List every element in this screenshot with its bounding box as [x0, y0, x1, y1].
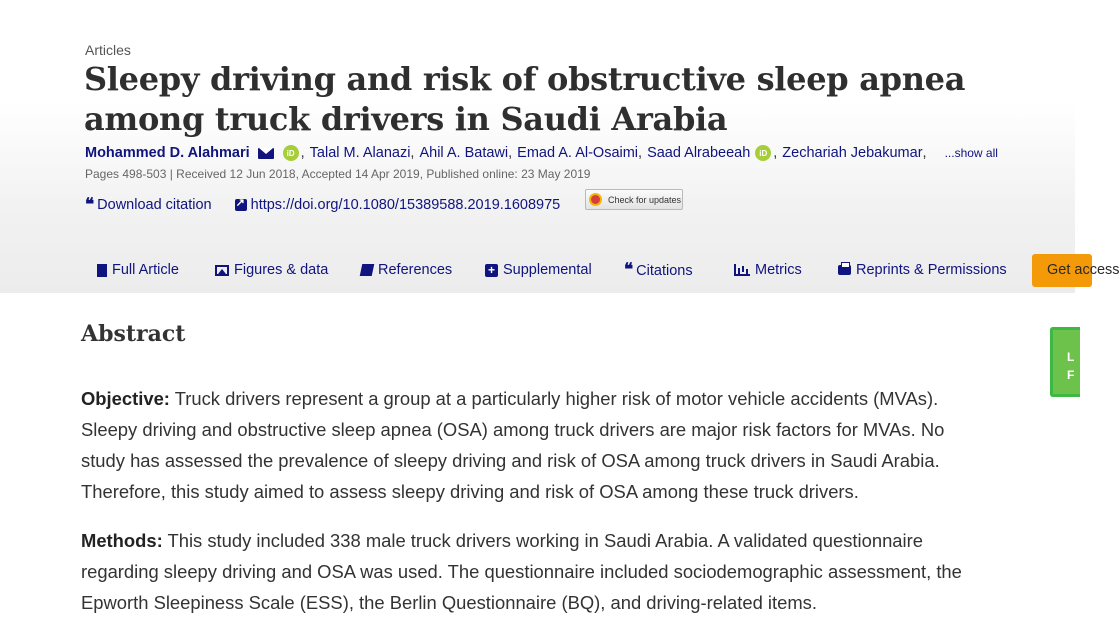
objective-text: Truck drivers represent a group at a particularly higher risk of motor vehicle accidents (MVAs). Sleepy driving and obstructive sleep apnea (OSA) among truck drivers are major risk factors for MVAs. No study has assessed the prevalence of sleepy driving and risk of OSA among truck drivers in Saudi Arabia. Therefore, this study aimed to assess sleepy driving and risk of OSA among these truck drivers. [81, 388, 945, 502]
author-link[interactable]: Mohammed D. Alahmari [85, 145, 250, 161]
abstract-heading: Abstract [81, 321, 186, 347]
check-for-updates-label: Check for updates [608, 194, 682, 205]
book-icon [360, 264, 375, 276]
article-nav [0, 256, 1075, 286]
orcid-icon[interactable]: iD [283, 145, 299, 161]
doi-label: https://doi.org/10.1080/15389588.2019.1608975 [250, 197, 561, 213]
section-label: Articles [85, 42, 131, 58]
quote-icon: ❝ [85, 194, 95, 215]
tab-label: Metrics [755, 262, 802, 278]
author-separator: , [922, 145, 927, 161]
download-citation-link[interactable] [85, 194, 212, 215]
image-icon [215, 265, 229, 276]
article-title: Sleepy driving and risk of obstructive sleep apnea among truck drivers in Saudi Arabia [84, 60, 966, 138]
article-tools [85, 195, 560, 215]
tab-metrics[interactable] [734, 262, 802, 278]
abstract-objective [81, 383, 971, 507]
methods-text: This study included 338 male truck drivers working in Saudi Arabia. A validated questionnaire regarding sleepy driving and OSA was used. The questionnaire included sociodemographic assessment, the Epworth Sleepiness Scale (ESS), the Berlin Questionnaire (BQ), and driving-related items. [81, 530, 962, 613]
tab-citations[interactable] [624, 262, 693, 279]
quote-icon: ❝ [624, 260, 634, 280]
methods-label: Methods: [81, 530, 163, 551]
orcid-icon[interactable]: iD [755, 145, 771, 161]
side-tab-line: L [1067, 350, 1075, 364]
objective-label: Objective: [81, 388, 170, 409]
tab-label: Supplemental [503, 262, 592, 278]
author-separator: , [410, 145, 415, 161]
abstract-methods [81, 525, 971, 618]
show-all-authors-link[interactable]: ...show all [944, 146, 998, 160]
get-access-button[interactable]: Get access [1032, 254, 1092, 287]
tab-label: Full Article [112, 262, 179, 278]
author-link[interactable]: Saad Alrabeeah [647, 145, 751, 161]
author-link[interactable]: Talal M. Alanazi [309, 145, 411, 161]
document-icon [97, 264, 107, 277]
tab-supplemental[interactable] [485, 262, 592, 278]
author-separator: , [508, 145, 513, 161]
check-for-updates-button[interactable] [585, 189, 683, 210]
tab-reprints-permissions[interactable] [838, 262, 1007, 278]
plus-icon: + [485, 264, 498, 277]
crossmark-icon [589, 193, 602, 206]
tab-label: Figures & data [234, 262, 329, 278]
print-icon [838, 265, 851, 275]
tab-references[interactable] [361, 262, 452, 278]
doi-link[interactable] [235, 197, 561, 213]
publication-meta: Pages 498-503 | Received 12 Jun 2018, Accepted 14 Apr 2019, Published online: 23 May 2019 [85, 167, 591, 181]
tab-label: Reprints & Permissions [856, 262, 1007, 278]
email-icon[interactable] [258, 148, 274, 159]
author-link[interactable]: Ahil A. Batawi [419, 145, 509, 161]
author-link[interactable]: Emad A. Al-Osaimi [517, 145, 639, 161]
author-link[interactable]: Zechariah Jebakumar [782, 145, 923, 161]
side-feedback-tab[interactable] [1050, 327, 1080, 397]
tab-label: References [378, 262, 453, 278]
author-list [85, 143, 1075, 163]
article-header [0, 0, 1120, 293]
tab-label: Citations [636, 262, 693, 279]
author-separator: , [773, 145, 778, 161]
author-separator: , [638, 145, 643, 161]
tab-full-article[interactable] [97, 262, 179, 278]
author-separator: , [300, 145, 305, 161]
tab-figures-data[interactable] [215, 262, 328, 278]
download-citation-label: Download citation [97, 197, 212, 213]
bar-chart-icon [734, 264, 750, 276]
side-tab-line: F [1067, 368, 1075, 382]
external-link-icon [235, 199, 247, 211]
